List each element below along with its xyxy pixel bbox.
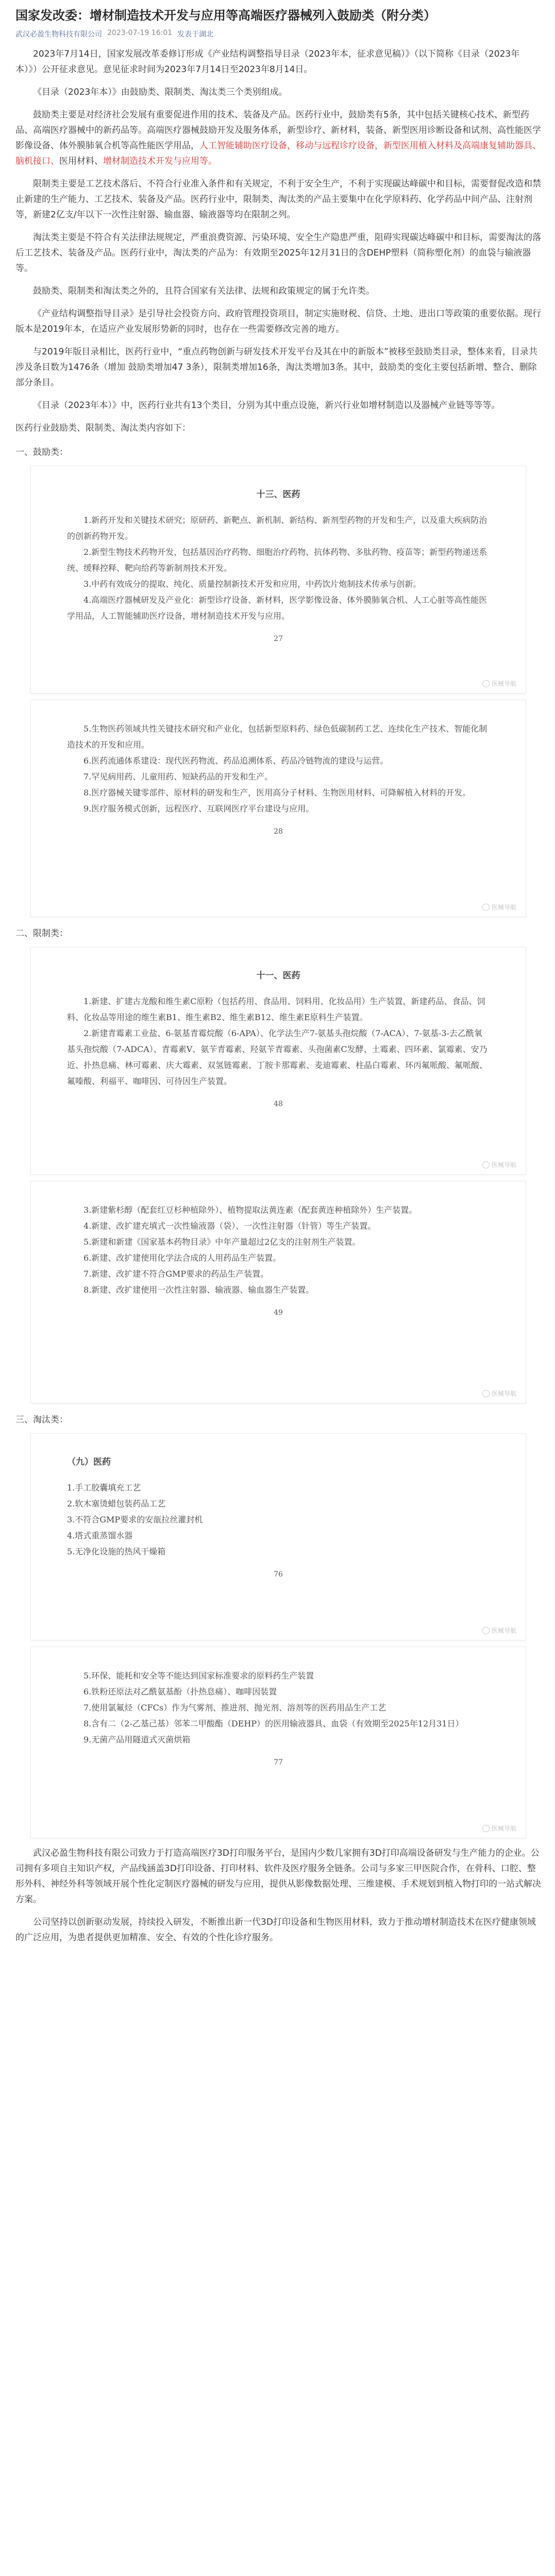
- category-encouraged: 一、鼓励类：: [15, 447, 68, 457]
- watermark-icon: [482, 1825, 490, 1832]
- highlight-ai: 人工智能辅助医疗设备，移动与远程诊疗设备，: [199, 141, 383, 151]
- location-label: 发表于湖北: [177, 30, 214, 39]
- watermark-icon: [482, 1390, 490, 1397]
- category-eliminated: 三、淘汰类：: [15, 1415, 68, 1425]
- article-meta: [15, 29, 541, 39]
- document-image-5: [30, 1433, 526, 1640]
- doc-line: 3.中药有效成分的提取、纯化、质量控制新技术开发和应用，中药饮片炮制技术传承与创新。: [83, 579, 422, 589]
- document-image-4: [30, 1181, 526, 1403]
- watermark: [482, 1160, 516, 1169]
- watermark-text: 医械导航: [491, 904, 516, 911]
- page-number: 28: [274, 827, 283, 836]
- doc-line: 7.新建、改扩建不符合GMP要求的药品生产装置。: [83, 1269, 269, 1279]
- watermark-icon: [482, 904, 490, 911]
- doc-line: 9.无菌产品用隧道式灭菌烘箱: [83, 1735, 191, 1744]
- doc-line: 1.新建、扩建古龙酸和维生素C原粉（包括药用、食品用、饲料用、化妆品用）生产装置，新建药品、食品、饲料、化妆品等用途的维生素B1、维生素B2、维生素B12、维生素E原料生产装置。: [67, 996, 485, 1022]
- highlight-bci: 脑机接口、: [15, 156, 59, 166]
- doc-list: [67, 1480, 490, 1560]
- company-mission: 公司坚持以创新驱动发展，持续投入研发，不断推出新一代3D打印设备和生物医用材料，致力于推动增材制造技术在医疗健康领域的广泛应用，为患者提供更加精准、安全、有效的个性化诊疗服务。: [15, 1917, 536, 1943]
- highlight-material: 医用材料、: [59, 156, 103, 166]
- watermark: [482, 1824, 516, 1833]
- watermark-icon: [482, 1161, 490, 1168]
- allowed-summary: 鼓励类、限制类和淘汰类之外的，且符合国家有关法律、法规和政策规定的属于允许类。: [33, 286, 375, 296]
- doc-line: 7.罕见病用药、儿童用药、短缺药品的开发和生产。: [83, 772, 273, 782]
- eliminate-summary: 淘汰类主要是不符合有关法律法规规定，严重浪费资源、污染环境、安全生产隐患严重，阻碍实现碳达峰碳中和目标，需要淘汰的落后工艺技术、装备及产品。医药行业中，淘汰类的产品为：有效期至2025年12月31日的含DEHP塑料（简称塑化剂）的血袋与输液器等。: [15, 232, 541, 274]
- highlight-implant: 新型医用植入材料及高端康复辅助器具、: [383, 141, 541, 151]
- intro-paragraph-1: 2023年7月14日，国家发展改革委修订形成《产业结构调整指导目录（2023年本，征求意见稿）》（以下简称《目录（2023年本）》）公开征求意见。意见征求时间为2023年7月14日至2023年8月14日。: [15, 49, 520, 75]
- doc-line: 9.医疗服务模式创新，远程医疗、互联网医疗平台建设与应用。: [83, 804, 314, 814]
- watermark: [482, 903, 516, 911]
- article-title: 国家发改委：增材制造技术开发与应用等高端医疗器械列入鼓励类（附分类）: [15, 8, 436, 23]
- encourage-text: 鼓励类主要是对经济社会发展有重要促进作用的技术、装备及产品。医药行业中，鼓励类有5条，其中包括关键核心技术、新型药品、高端医疗器械中的新药品等。高端医疗器械鼓励开发及服务体系，新型诊疗、新材料，装备、新型医用诊断设备和试剂、高性能医学影像设备、体外膜肺氧合机等高性能医学用品，: [15, 110, 541, 151]
- doc-list-item: 1.手工胶囊填充工艺: [67, 1483, 141, 1493]
- encourage-summary: [15, 107, 541, 169]
- doc-line: 6.铁粉还原法对乙酰氨基酚（扑热息痛）、咖啡因装置: [83, 1687, 277, 1697]
- doc-heading: 十三、医药: [256, 489, 300, 500]
- watermark-text: 医械导航: [491, 1825, 516, 1832]
- intro-paragraph-2: 《目录（2023年本）》由鼓励类、限制类、淘汰类三个类别组成。: [33, 87, 288, 97]
- doc-line: 7.使用氯氟烃（CFCs）作为气雾剂、推进剂、抛光剂、溶剂等的医药用品生产工艺: [83, 1703, 386, 1713]
- doc-line: 8.新建、改扩建使用一次性注射器、输液器、输血器生产装置。: [83, 1285, 314, 1295]
- doc-line: 4.新建、改扩建充填式一次性输液器（袋）、一次性注射器（针管）等生产装置。: [83, 1221, 376, 1231]
- watermark-icon: [482, 680, 490, 687]
- restrict-summary: 限制类主要是工艺技术落后、不符合行业准入条件和有关规定，不利于安全生产，不利于实现碳达峰碳中和目标，需要督促改造和禁止新建的生产能力、工艺技术、装备及产品。医药行业中，限制类、淘汰类的产品主要集中在化学原料药、化学药品中间产品、注射剂等，新建2亿支/年以下一次性注射器、输血器、输液器等均在限制之列。: [15, 179, 541, 220]
- doc-line: 8.含有二（2-乙基己基）邻苯二甲酸酯（DEHP）的医用输液器具、血袋（有效期至2025年12月31日）: [83, 1719, 464, 1728]
- catalog-purpose: 《产业结构调整指导目录》是引导社会投资方向、政府管理投资项目，制定实施财税、信贷、土地、进出口等政策的重要依据。现行版本是2019年本，在适应产业发展形势新的同时，也存在一些需要修改完善的地方。: [15, 309, 541, 334]
- author-link[interactable]: 武汉必盈生物科技有限公司: [15, 30, 102, 39]
- doc-line: 5.新建和新建《国家基本药物目录》中年产量超过2亿支的注射剂生产装置。: [83, 1237, 361, 1247]
- catalog-scope: 《目录（2023年本）》中，医药行业共有13个类目，分别为其中重点设施，新兴行业如增材制造以及器械产业链等等等。: [33, 400, 500, 411]
- doc-line: 2.新建青霉素工业盐、6-氨基青霉烷酸（6-APA）、化学法生产7-氨基头孢烷酸（7-ACA）、7-氨基-3-去乙酰氧基头孢烷酸（7-ADCA）、青霉素V、氨苄青霉素、羟氨苄青霉素、头孢菌素C发酵、土霉素、四环素、氯霉素、安乃近、扑热息痛、林可霉素、庆大霉素、双氢链霉素、丁胺卡那霉素、麦迪霉素、柱晶白霉素、环丙氟哌酸、氟哌酸、氟嗪酸、利福平、咖啡因、可待因生产装置。: [67, 1028, 488, 1086]
- watermark: [482, 1626, 516, 1635]
- doc-list-item: 3.不符合GMP要求的安瓿拉丝灌封机: [67, 1515, 203, 1524]
- publish-date: 2023-07-19 16:01: [107, 29, 173, 37]
- doc-list-item: 4.塔式重蒸馏水器: [67, 1531, 133, 1540]
- doc-line: 2.新型生物技术药物开发，包括基因治疗药物、细胞治疗药物、抗体药物、多肽药物、疫苗等；新型药物递送系统、缓释控释、靶向给药等新制剂技术开发。: [67, 547, 487, 573]
- doc-line: 8.医疗器械关键零部件、原材料的研发和生产，医用高分子材料、生物医用材料、可降解植入材料的开发。: [83, 788, 471, 798]
- doc-line: 1.新药开发和关键技术研究；原研药、新靶点、新机制、新结构、新剂型药物的开发和生产，以及重大疾病防治的创新药物开发。: [67, 515, 487, 541]
- document-image-3: [30, 947, 526, 1175]
- doc-line: 5.环保、能耗和安全等不能达到国家标准要求的原料药生产装置: [83, 1671, 314, 1681]
- doc-heading: （九）医药: [67, 1457, 111, 1467]
- doc-line: 6.新建、改扩建使用化学法合成的人用药品生产装置。: [83, 1253, 281, 1263]
- watermark-text: 医械导航: [491, 680, 516, 687]
- doc-list-item: 5.无净化设施的热风干燥箱: [67, 1547, 166, 1556]
- page-number: 49: [274, 1309, 283, 1317]
- comparison-paragraph: 与2019年版目录相比，医药行业中，“重点药物创新与研发技术开发平台及其在中的新版本”被移至鼓励类目录，整体来看，目录共涉及条目数为1476条（增加 鼓励类增加47 3条），限制类增加16条，淘汰类增加3条。其中，鼓励类的变化主要包括新增、整合、删除部分条目。: [15, 347, 537, 388]
- watermark-text: 医械导航: [491, 1390, 516, 1397]
- page-number: 27: [274, 635, 283, 643]
- doc-line: 4.高端医疗器械研发及产业化：新型诊疗设备、新材料，医学影像设备、体外膜肺氧合机、人工心脏等高性能医学用品，人工智能辅助医疗设备，增材制造技术开发与应用。: [67, 595, 487, 621]
- doc-line: 5.生物医药领域共性关键技术研究和产业化，包括新型原料药、绿色低碳制药工艺、连续化生产技术、智能化制造技术的开发和应用。: [67, 724, 487, 750]
- company-intro: 武汉必盈生物科技有限公司致力于打造高端医疗3D打印服务平台，是国内少数几家拥有3D打印高端设备研发与生产能力的企业。公司拥有多项自主知识产权，产品线涵盖3D打印设备、打印材料、软件及医疗服务全链条。公司与多家三甲医院合作，在骨科、口腔、整形外科、神经外科等领域开展个性化定制医疗器械的研发与应用，提供从影像数据处理、三维建模、手术规划到植入物打印的一站式解决方案。: [15, 1848, 541, 1905]
- document-image-6: [30, 1647, 526, 1838]
- article: [15, 0, 541, 1945]
- highlight-additive: 增材制造技术开发与应用等。: [103, 156, 217, 166]
- doc-heading: 十一、医药: [256, 971, 300, 981]
- page-number: 48: [274, 1100, 283, 1108]
- watermark-icon: [482, 1627, 490, 1634]
- doc-line: 6.医药流通体系建设：现代医药物流、药品追溯体系、药品冷链物流的建设与运营。: [83, 756, 389, 766]
- doc-list-item: 2.软木塞烫蜡包装药品工艺: [67, 1499, 166, 1509]
- document-image-1: [30, 466, 526, 693]
- lead-in: 医药行业鼓励类、限制类、淘汰类内容如下：: [15, 423, 191, 433]
- watermark-text: 医械导航: [491, 1161, 516, 1168]
- watermark: [482, 679, 516, 688]
- page-number: 77: [274, 1758, 283, 1767]
- document-image-2: [30, 700, 526, 917]
- watermark-text: 医械导航: [491, 1627, 516, 1634]
- category-restricted: 二、限制类：: [15, 928, 68, 939]
- page-number: 76: [274, 1570, 283, 1579]
- doc-line: 3.新建紫杉醇（配套红豆杉种植除外）、植物提取法黄连素（配套黄连种植除外）生产装置。: [83, 1205, 417, 1215]
- watermark: [482, 1389, 516, 1398]
